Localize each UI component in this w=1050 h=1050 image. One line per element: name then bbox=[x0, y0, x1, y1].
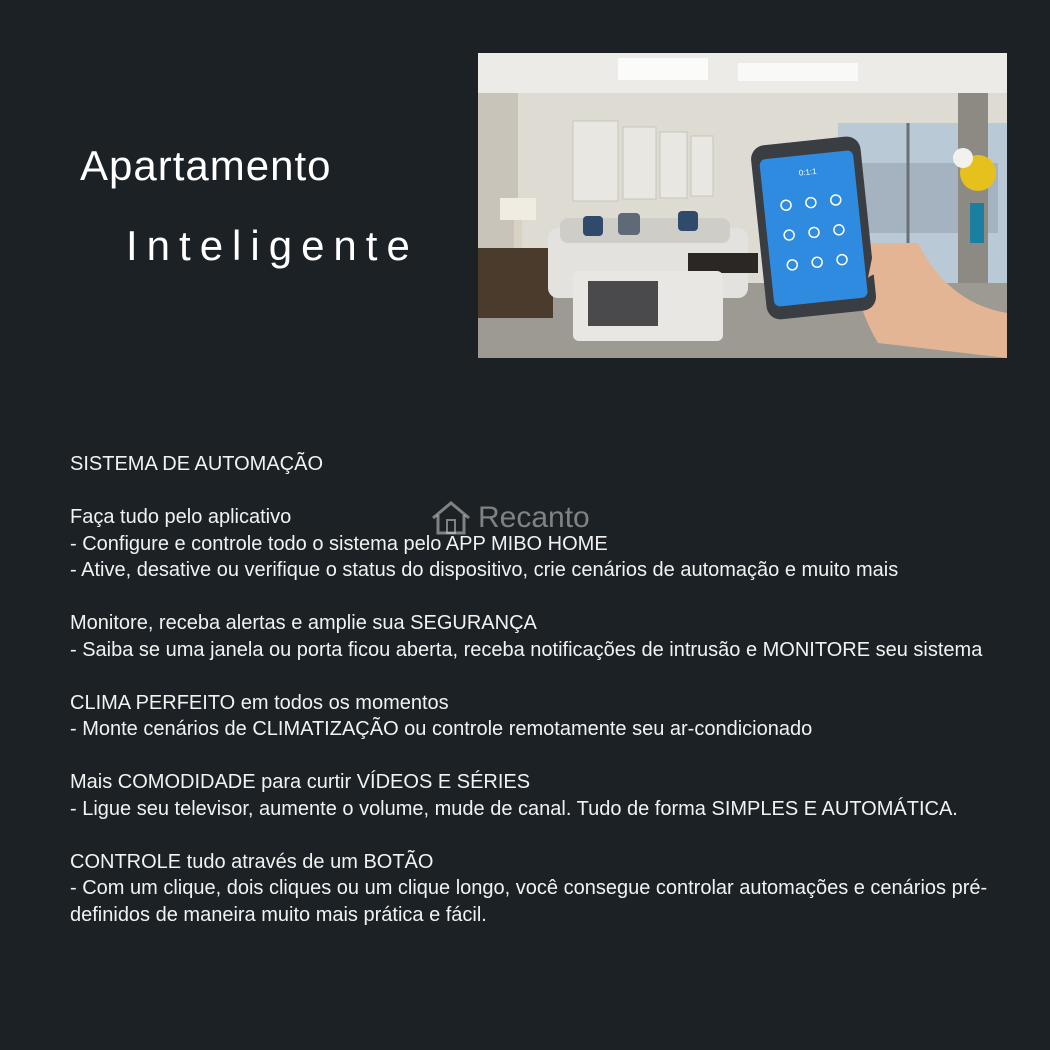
title-line-1: Apartamento bbox=[80, 142, 332, 189]
section-app bbox=[70, 504, 1000, 584]
section-control bbox=[70, 849, 1000, 929]
section-climate-title: CLIMA PERFEITO em todos os momentos bbox=[70, 691, 449, 714]
section-control-line-1: - Com um clique, dois cliques ou um clique longo, você consegue controlar automações e cenários pré-definidos de maneira muito mais prática e fácil. bbox=[70, 877, 988, 926]
section-comfort-title: Mais COMODIDADE para curtir VÍDEOS E SÉRIES bbox=[70, 771, 531, 793]
section-security bbox=[70, 610, 1000, 663]
section-app-line-2: - Ative, desative ou verifique o status do dispositivo, crie cenários de automação e muito mais bbox=[70, 559, 899, 581]
smart-home-photo bbox=[478, 53, 1007, 358]
features-content bbox=[70, 451, 1000, 955]
section-app-line-1: - Configure e controle todo o sistema pelo APP MIBO HOME bbox=[70, 532, 608, 555]
watermark-text: Recanto bbox=[478, 501, 590, 534]
section-control-title: CONTROLE tudo através de um BOTÃO bbox=[70, 850, 434, 873]
section-climate bbox=[70, 690, 1000, 743]
living-room-illustration bbox=[478, 53, 1007, 358]
title-line-2: Inteligente bbox=[126, 222, 419, 269]
phone-time: 0:1:1 bbox=[798, 166, 818, 178]
section-climate-line-1: - Monte cenários de CLIMATIZAÇÃO ou controle remotamente seu ar-condicionado bbox=[70, 718, 813, 740]
section-security-title: Monitore, receba alertas e amplie sua SEGURANÇA bbox=[70, 612, 537, 634]
section-app-title: Faça tudo pelo aplicativo bbox=[70, 506, 292, 528]
section-comfort-line-1: - Ligue seu televisor, aumente o volume, mude de canal. Tudo de forma SIMPLES E AUTOMÁTICA. bbox=[70, 797, 958, 820]
features-heading bbox=[70, 451, 1000, 478]
heading-text: SISTEMA DE AUTOMAÇÃO bbox=[70, 453, 324, 475]
section-comfort bbox=[70, 769, 1000, 822]
section-security-line-1: - Saiba se uma janela ou porta ficou aberta, receba notificações de intrusão e MONITORE seu sistema bbox=[70, 638, 983, 661]
